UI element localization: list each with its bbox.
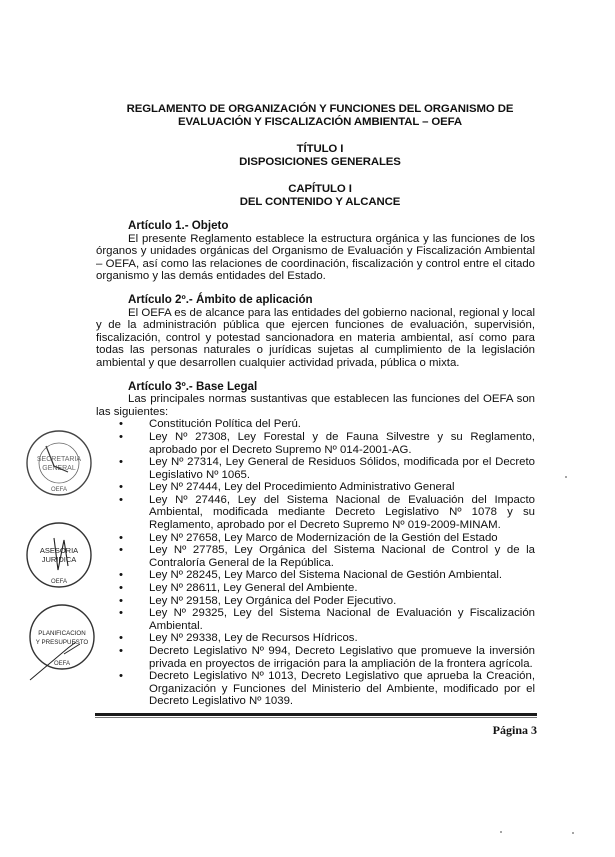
article-1-heading: Artículo 1.- Objeto bbox=[128, 219, 229, 232]
bullet-icon: • bbox=[119, 493, 123, 506]
base-legal-item bbox=[96, 456, 535, 481]
seal-icon bbox=[24, 428, 94, 498]
base-legal-item-text: Decreto Legislativo Nº 1013, Decreto Legislativo que aprueba la Creación, Organización y Funciones del Ministerio del Ambiente, modificado por el Decreto Legislativo Nº 1039. bbox=[149, 670, 535, 708]
base-legal-item bbox=[96, 569, 535, 582]
base-legal-item-text: Ley Nº 27444, Ley del Procedimiento Administrativo General bbox=[149, 481, 455, 494]
base-legal-list bbox=[96, 418, 535, 708]
base-legal-item bbox=[96, 670, 535, 708]
stamp-1-bottom: OEFA bbox=[50, 487, 68, 493]
bullet-icon: • bbox=[119, 430, 123, 443]
base-legal-item-text: Decreto Legislativo Nº 994, Decreto Legislativo que promueve la inversión privada en proyectos de irrigación para la ampliación de la frontera agrícola. bbox=[149, 645, 535, 670]
asesoria-juridica-stamp bbox=[24, 520, 94, 590]
stamp-2-bottom: OEFA bbox=[50, 579, 68, 585]
document-title-line-2: EVALUACIÓN Y FISCALIZACIÓN AMBIENTAL – OEFA bbox=[177, 116, 463, 128]
stamp-2-line-2: JURIDICA bbox=[41, 555, 77, 564]
bullet-icon: • bbox=[119, 544, 123, 557]
bullet-icon: • bbox=[119, 418, 123, 431]
base-legal-item bbox=[96, 544, 535, 569]
base-legal-item-text: Ley Nº 29338, Ley de Recursos Hídricos. bbox=[149, 632, 358, 645]
stamp-3-line-2: Y PRESUPUESTO bbox=[35, 639, 89, 646]
base-legal-item-text: Ley Nº 28611, Ley General del Ambiente. bbox=[149, 582, 358, 595]
stamp-1-line-1: SECRETARIA bbox=[36, 456, 82, 463]
bullet-icon: • bbox=[119, 594, 123, 607]
base-legal-item bbox=[96, 418, 535, 431]
bullet-icon: • bbox=[119, 645, 123, 657]
footer-rule bbox=[95, 713, 537, 716]
page-number: Página 3 bbox=[492, 723, 537, 737]
stamp-3-bottom: OEFA bbox=[53, 661, 71, 667]
article-2 bbox=[96, 294, 535, 370]
base-legal-item-text: Ley Nº 27308, Ley Forestal y de Fauna Silvestre y su Reglamento, aprobado por el Decreto Supremo Nº 014-2001-AG. bbox=[149, 430, 535, 456]
secretaria-general-stamp bbox=[24, 428, 94, 498]
article-1-text: El presente Reglamento establece la estructura orgánica y las funciones de los órganos y unidades orgánicas del Organismo de Evaluación y Fiscalización Ambiental – OEFA, así como las relaciones de coordinación, fiscalización y control entre el citado organismo y las demás entidades del Estado. bbox=[96, 232, 535, 283]
base-legal-item bbox=[96, 582, 535, 595]
bullet-icon: • bbox=[119, 607, 123, 620]
base-legal-item-text: Ley Nº 27314, Ley General de Residuos Sólidos, modificada por el Decreto Legislativo Nº 1065. bbox=[149, 456, 535, 481]
base-legal-item bbox=[96, 532, 535, 545]
base-legal-item-text: Ley Nº 28245, Ley Marco del Sistema Nacional de Gestión Ambiental. bbox=[149, 569, 503, 582]
document-title-block bbox=[100, 103, 540, 209]
base-legal-item bbox=[96, 431, 535, 456]
seal-icon bbox=[24, 520, 94, 590]
bullet-icon: • bbox=[119, 582, 123, 595]
article-2-text: El OEFA es de alcance para las entidades del gobierno nacional, regional y local y de la administración pública que ejercen funciones de evaluación, supervisión, fiscalización, control y potestad sancionadora en materia ambiental, así como para todas las personas naturales o jurídicas sujetas al cumplimiento de la legislación ambiental y que desarrollen cualquier actividad privada, pública o mixta. bbox=[96, 306, 535, 369]
base-legal-item-text: Ley Nº 27446, Ley del Sistema Nacional de Evaluación del Impacto Ambiental, modificada mediante Decreto Legislativo Nº 1078 y su Reglamento, aprobado por el Decreto Supremo Nº 019-2009-MINAM. bbox=[149, 493, 535, 532]
stamp-2-line-1: ASESORIA bbox=[39, 546, 79, 555]
base-legal-item-text: Ley Nº 29158, Ley Orgánica del Poder Ejecutivo. bbox=[149, 594, 397, 607]
base-legal-item bbox=[96, 494, 535, 532]
scan-speck bbox=[500, 831, 502, 833]
bullet-icon: • bbox=[119, 632, 123, 645]
bullet-icon: • bbox=[119, 481, 123, 494]
planificacion-presupuesto-stamp bbox=[24, 602, 96, 682]
article-3-text: Las principales normas sustantivas que establecen las funciones del OEFA son las siguientes: bbox=[96, 393, 535, 418]
capitulo-number: CAPÍTULO I bbox=[288, 183, 352, 195]
document-body bbox=[96, 220, 535, 719]
capitulo-name: DEL CONTENIDO Y ALCANCE bbox=[239, 196, 401, 208]
base-legal-item bbox=[96, 607, 535, 632]
bullet-icon: • bbox=[119, 456, 123, 469]
base-legal-item bbox=[96, 595, 535, 608]
footer-rule-thin bbox=[95, 717, 537, 718]
article-3 bbox=[96, 381, 535, 708]
scan-speck bbox=[572, 832, 574, 834]
titulo-name: DISPOSICIONES GENERALES bbox=[239, 156, 401, 168]
scan-speck bbox=[565, 476, 567, 478]
bullet-icon: • bbox=[119, 531, 123, 544]
base-legal-item-text: Ley Nº 27785, Ley Orgánica del Sistema Nacional de Control y de la Contraloría General de la República. bbox=[149, 544, 535, 569]
base-legal-item bbox=[96, 632, 535, 645]
article-2-heading: Artículo 2º.- Ámbito de aplicación bbox=[128, 292, 313, 306]
base-legal-item-text: Constitución Política del Perú. bbox=[149, 418, 301, 431]
seal-icon bbox=[24, 602, 96, 682]
document-title-line-1: REGLAMENTO DE ORGANIZACIÓN Y FUNCIONES DEL ORGANISMO DE bbox=[126, 103, 514, 115]
bullet-icon: • bbox=[119, 670, 123, 683]
base-legal-item-text: Ley Nº 27658, Ley Marco de Modernización de la Gestión del Estado bbox=[149, 531, 498, 544]
base-legal-item-text: Ley Nº 29325, Ley del Sistema Nacional de Evaluación y Fiscalización Ambiental. bbox=[149, 607, 535, 632]
article-1 bbox=[96, 220, 535, 283]
stamp-1-line-2: GENERAL bbox=[42, 465, 76, 472]
base-legal-item bbox=[96, 481, 535, 494]
titulo-number: TÍTULO I bbox=[296, 143, 344, 155]
bullet-icon: • bbox=[119, 569, 123, 582]
article-3-heading: Artículo 3º.- Base Legal bbox=[128, 379, 258, 393]
stamp-3-line-1: PLANIFICACION bbox=[38, 630, 86, 637]
base-legal-item bbox=[96, 645, 535, 670]
